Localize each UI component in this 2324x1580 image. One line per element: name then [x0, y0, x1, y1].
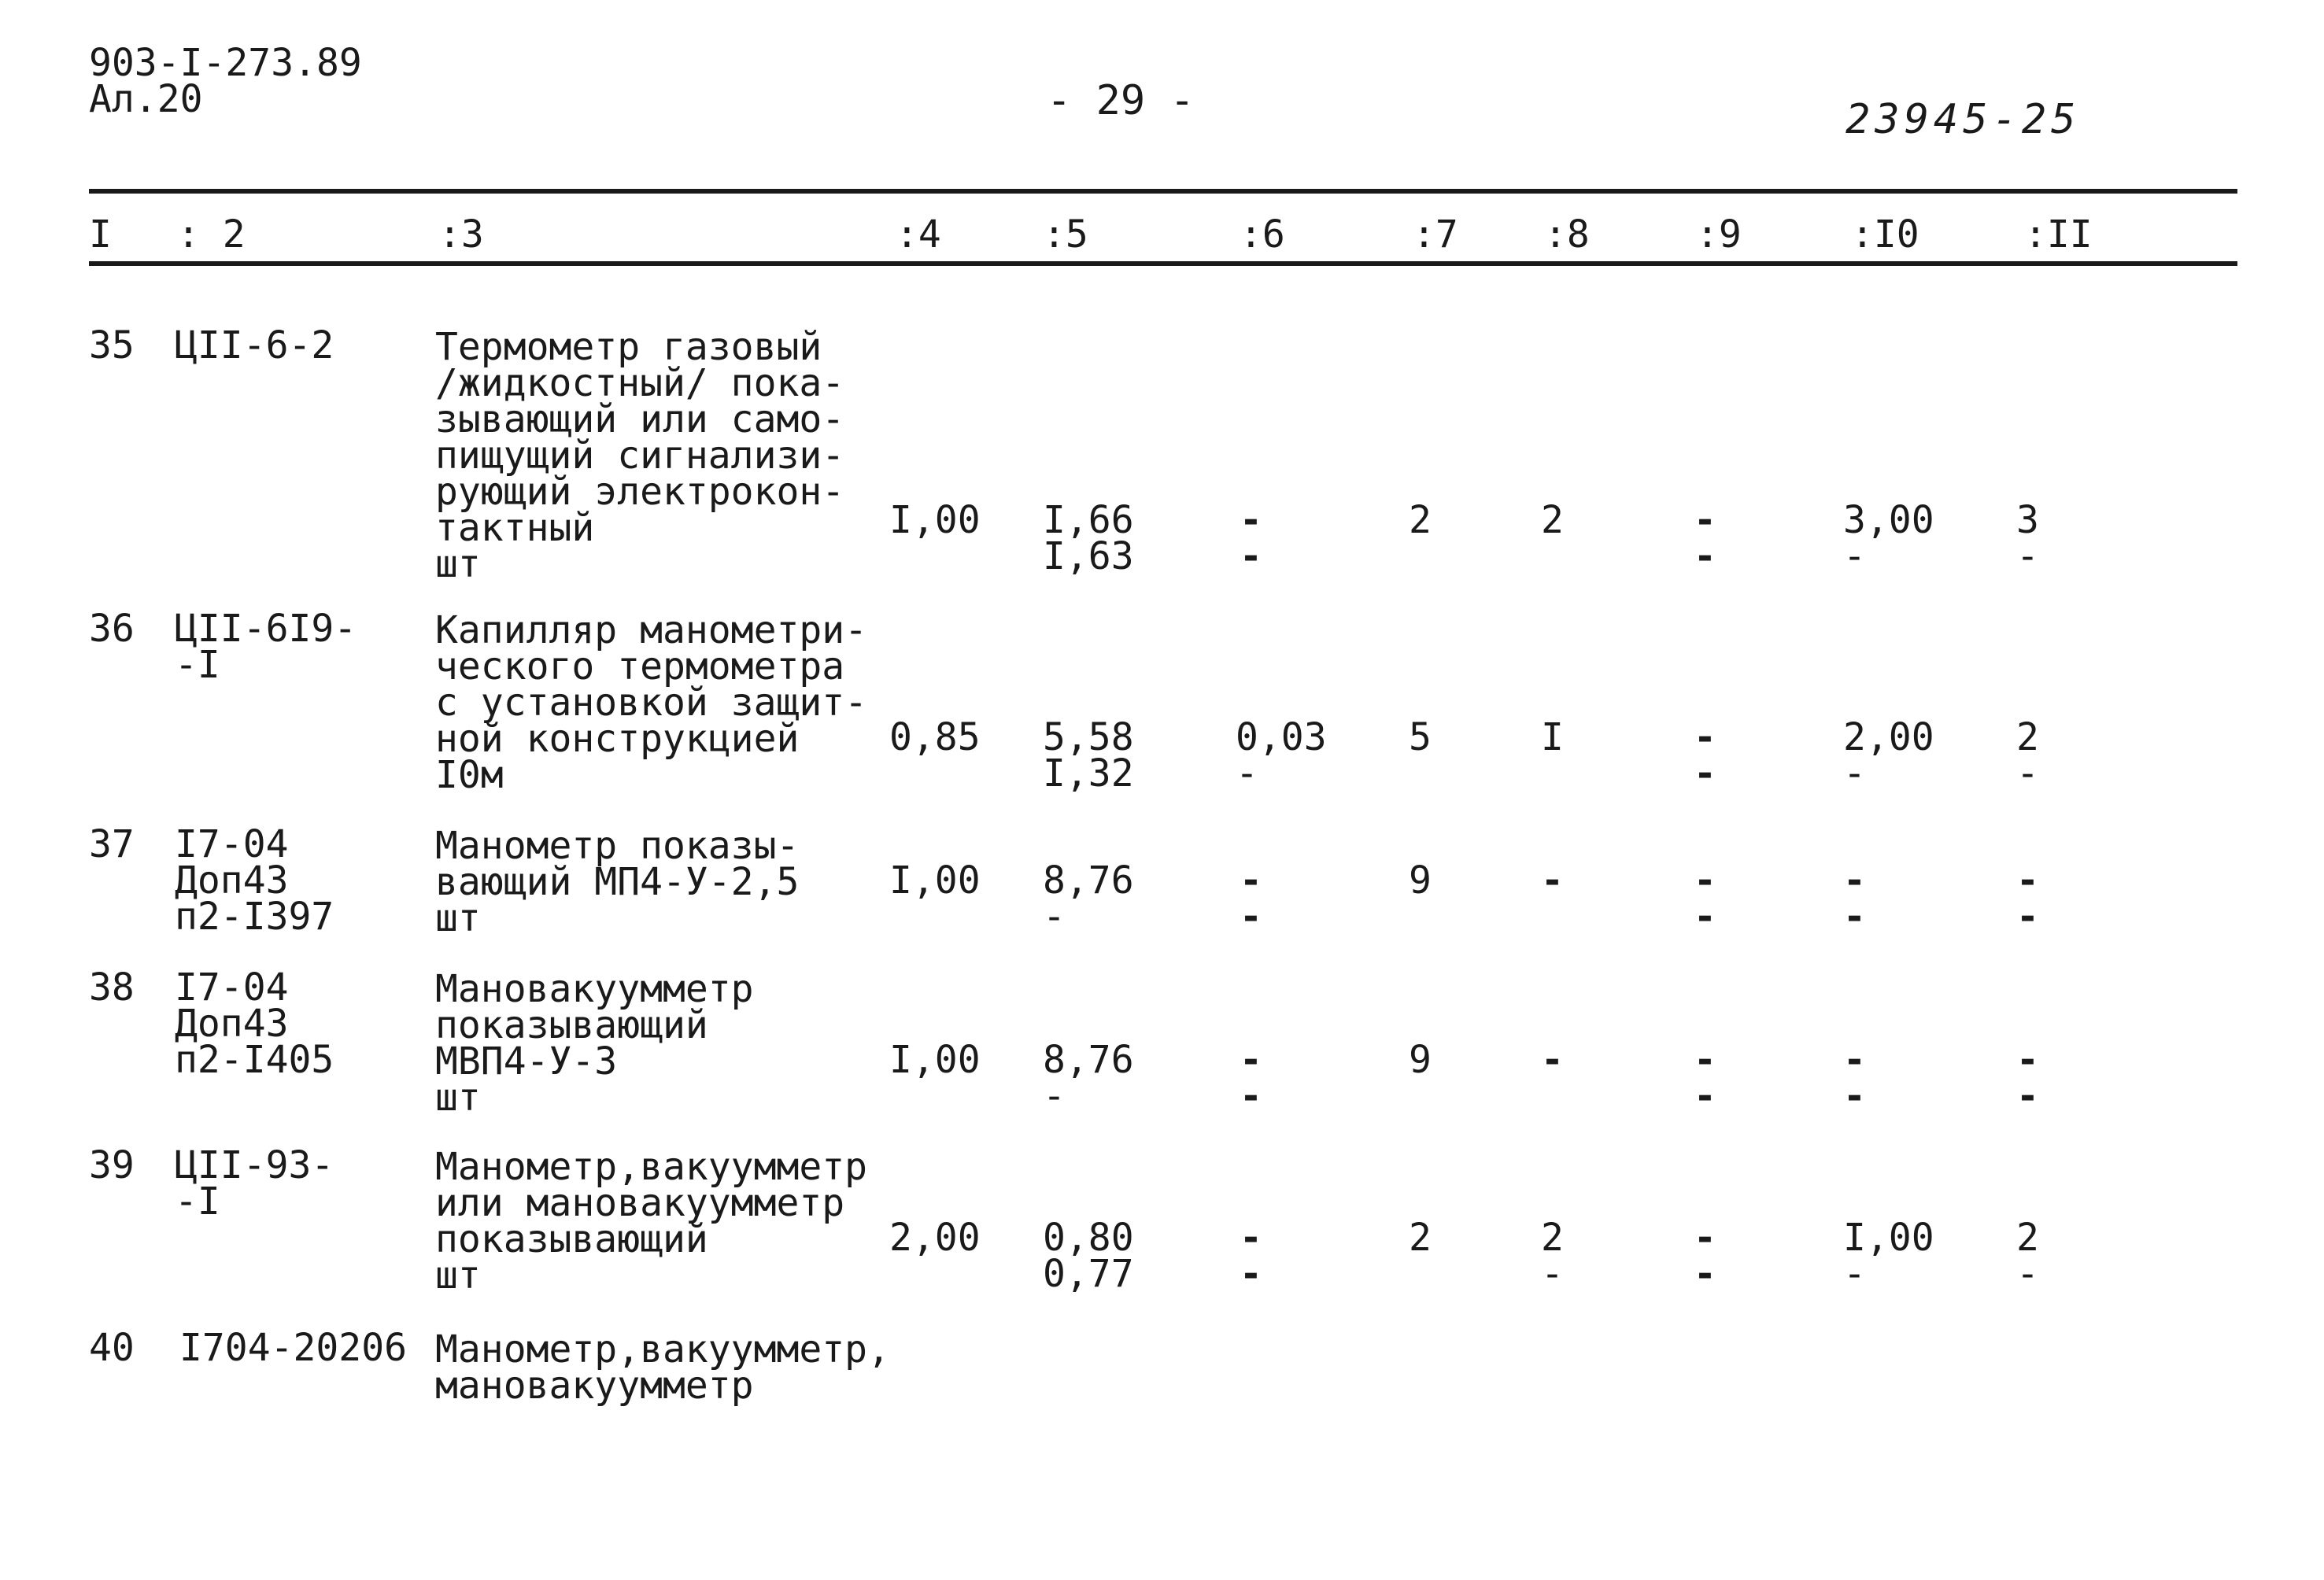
row-37-col7: 9 [1409, 858, 1432, 903]
row-38-col8: - [1541, 1038, 1564, 1082]
row-35-name: Термометр газовый /жидкостный/ пока- зывающий или само- пищущий сигнализи- рующий электрокон- тактный шт [435, 325, 845, 586]
row-38-col4: I,00 [889, 1038, 981, 1082]
row-35-col5: I,66 I,63 [1043, 498, 1134, 578]
row-36-col11: 2 - [2016, 715, 2039, 796]
sheet-label: Ал.20 [89, 77, 203, 121]
row-39-col8: 2 - [1541, 1216, 1564, 1296]
table-top-rule [89, 189, 2237, 194]
row-37-col6: - - [1240, 858, 1262, 939]
row-36-col6: 0,03 - [1236, 715, 1327, 796]
handwritten-stamp: 23945-25 [1846, 96, 2081, 143]
column-header-7: :7 [1413, 212, 1458, 257]
column-header-11: :II [2024, 212, 2093, 257]
row-35-code: ЦII-6-2 [175, 323, 334, 367]
table-header-rule [89, 261, 2237, 266]
row-36-col7: 5 [1409, 715, 1432, 759]
row-35-number: 35 [89, 323, 135, 367]
row-38-col11: - - [2016, 1038, 2039, 1118]
column-header-4: :4 [896, 212, 941, 257]
row-36-col4: 0,85 [889, 715, 981, 759]
row-38-name: Мановакуумметр показывающий МВП4-У-3 шт [435, 967, 754, 1120]
row-38-number: 38 [89, 965, 135, 1010]
row-39-col9: - - [1694, 1216, 1716, 1296]
row-36-col5: 5,58 I,32 [1043, 715, 1134, 796]
row-37-col9: - - [1694, 858, 1716, 939]
document-code: 903-I-273.89 [89, 41, 362, 85]
row-38-col7: 9 [1409, 1038, 1432, 1082]
row-36-col9: - - [1694, 715, 1716, 796]
row-39-col5: 0,80 0,77 [1043, 1216, 1134, 1296]
row-39-col7: 2 [1409, 1216, 1432, 1260]
row-36-name: Капилляр манометри- ческого термометра с установкой защит- ной конструкцией I0м [435, 608, 868, 797]
row-39-col6: - - [1240, 1216, 1262, 1296]
row-35-col9: - - [1694, 498, 1716, 578]
row-36-code: ЦII-6I9- -I [175, 607, 357, 687]
row-40-name: Манометр,вакуумметр, мановакуумметр [435, 1327, 890, 1408]
column-header-5: :5 [1043, 212, 1088, 257]
row-38-col5: 8,76 - [1043, 1038, 1134, 1118]
row-35-col8: 2 [1541, 498, 1564, 542]
row-37-col4: I,00 [889, 858, 981, 903]
column-header-10: :I0 [1851, 212, 1919, 257]
row-38-code: I7-04 Доп43 п2-I405 [175, 965, 334, 1082]
row-38-col6: - - [1240, 1038, 1262, 1118]
row-39-number: 39 [89, 1143, 135, 1187]
row-36-col8: I [1541, 715, 1564, 759]
row-39-col11: 2 - [2016, 1216, 2039, 1296]
row-35-col11: 3 - [2016, 498, 2039, 578]
row-35-col4: I,00 [889, 498, 981, 542]
column-header-2: : 2 [177, 212, 246, 257]
row-37-number: 37 [89, 822, 135, 866]
column-header-8: :8 [1544, 212, 1590, 257]
page-number: - 29 - [1047, 77, 1195, 124]
row-38-col10: - - [1843, 1038, 1866, 1118]
row-38-col9: - - [1694, 1038, 1716, 1118]
row-37-col10: - - [1843, 858, 1866, 939]
row-39-col4: 2,00 [889, 1216, 981, 1260]
row-35-col7: 2 [1409, 498, 1432, 542]
row-39-name: Манометр,вакуумметр или мановакуумметр показывающий шт [435, 1145, 868, 1298]
row-39-code: ЦII-93- -I [175, 1143, 334, 1224]
row-39-col10: I,00 - [1843, 1216, 1934, 1296]
row-37-col8: - [1541, 858, 1564, 903]
column-header-9: :9 [1696, 212, 1742, 257]
row-37-col5: 8,76 - [1043, 858, 1134, 939]
column-header-3: :3 [438, 212, 484, 257]
row-37-code: I7-04 Доп43 п2-I397 [175, 822, 334, 939]
row-37-name: Манометр показы- вающий МП4-У-2,5 шт [435, 824, 800, 940]
row-37-col11: - - [2016, 858, 2039, 939]
row-40-number: 40 [89, 1326, 135, 1370]
row-35-col10: 3,00 - [1843, 498, 1934, 578]
column-header-1: I [89, 212, 112, 257]
row-36-col10: 2,00 - [1843, 715, 1934, 796]
row-40-code: I704-20206 [179, 1326, 407, 1370]
column-header-6: :6 [1240, 212, 1285, 257]
row-35-col6: - - [1240, 498, 1262, 578]
row-36-number: 36 [89, 607, 135, 651]
